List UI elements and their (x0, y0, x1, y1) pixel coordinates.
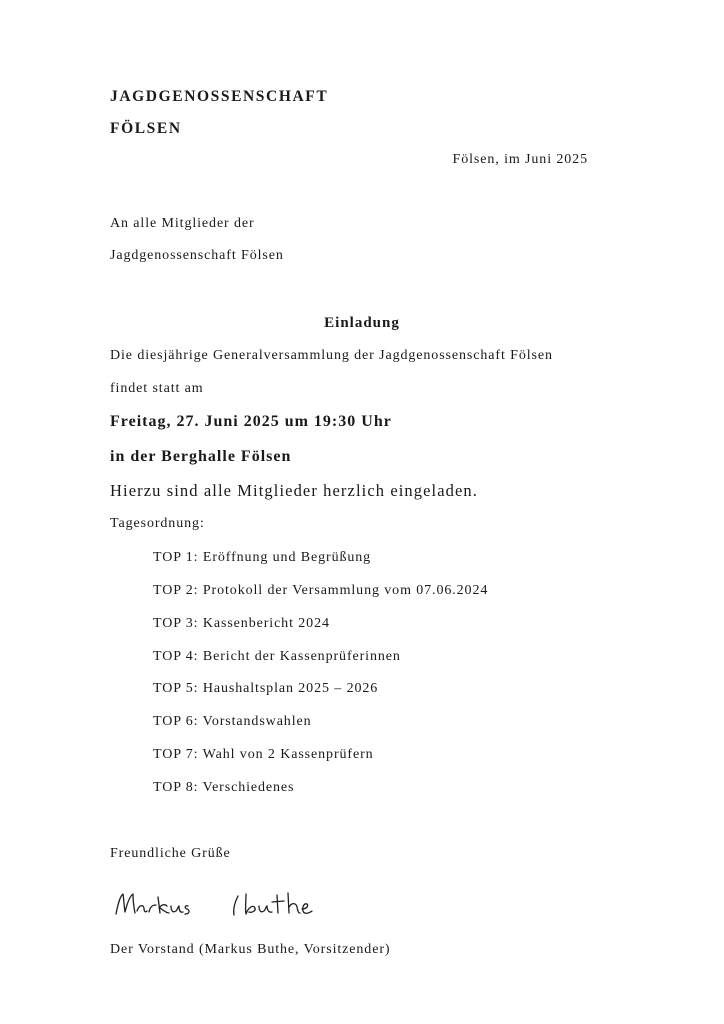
agenda-item: TOP 5: Haushaltsplan 2025 – 2026 (153, 681, 379, 696)
meeting-location: in der Berghalle Fölsen (110, 448, 292, 465)
intro-line1: Die diesjährige Generalversammlung der Jagdgenossenschaft Fölsen (110, 348, 553, 363)
meeting-date-time: Freitag, 27. Juni 2025 um 19:30 Uhr (110, 413, 392, 430)
closing-greeting: Freundliche Grüße (110, 846, 231, 861)
recipient-line1: An alle Mitglieder der (110, 216, 255, 231)
invitation-title: Einladung (324, 315, 400, 331)
handwritten-signature (112, 884, 322, 924)
agenda-item: TOP 8: Verschiedenes (153, 780, 295, 795)
recipient-line2: Jagdgenossenschaft Fölsen (110, 248, 284, 263)
place-date: Fölsen, im Juni 2025 (452, 152, 588, 167)
welcome-text: Hierzu sind alle Mitglieder herzlich eingeladen. (110, 481, 479, 500)
agenda-item: TOP 4: Bericht der Kassenprüferinnen (153, 649, 401, 664)
org-name-line2: FÖLSEN (110, 120, 182, 137)
agenda-item: TOP 7: Wahl von 2 Kassenprüfern (153, 747, 374, 762)
agenda-label: Tagesordnung: (110, 516, 205, 531)
agenda-item: TOP 6: Vorstandswahlen (153, 714, 312, 729)
agenda-item: TOP 3: Kassenbericht 2024 (153, 616, 330, 631)
agenda-item: TOP 2: Protokoll der Versammlung vom 07.06.2024 (153, 583, 489, 598)
intro-line2: findet statt am (110, 381, 204, 396)
agenda-item: TOP 1: Eröffnung und Begrüßung (153, 550, 372, 565)
org-name-line1: JAGDGENOSSENSCHAFT (110, 88, 329, 105)
signer-line: Der Vorstand (Markus Buthe, Vorsitzender) (110, 942, 391, 957)
